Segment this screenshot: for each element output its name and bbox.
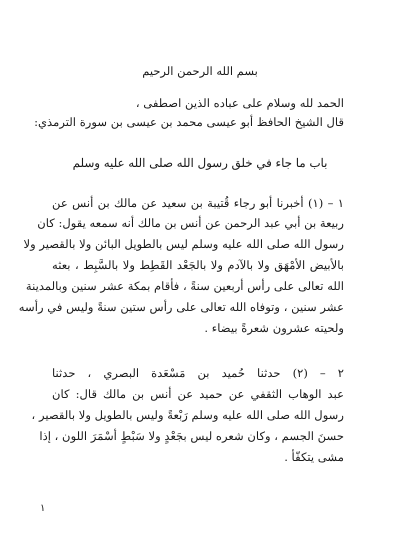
chapter-title: باب ما جاء في خلق رسول الله صلى الله عليه وسلم	[72, 156, 328, 170]
text-line: عبد الوهاب الثقفي عن حميد عن أنس بن مالك قال: كان	[52, 387, 344, 401]
text-line: رسول الله صلى الله عليه وسلم رَبْعةً وليس بالطويل ولا بالقصير ،	[31, 408, 344, 422]
text-line: ولحيته عشرون شعرةً بيضاء .	[204, 321, 344, 335]
text-line: ربيعة بن أبي عبد الرحمن عن أنس بن مالك أنه سمعه يقول: كان	[37, 216, 344, 230]
text-line: حسنَ الجسم ، وكان شعره ليس بجَعْدٍ ولا سَبْطٍ أسْمَرَ اللون ، إذا	[39, 429, 344, 443]
text-line: رسول الله صلى الله عليه وسلم ليس بالطويل البائن ولا بالقصير ولا	[23, 237, 344, 251]
text-line: الله تعالى على رأس أربعين سنةً ، فأقام بمكة عشر سنين وبالمدينة	[25, 279, 344, 293]
page-number: ١	[40, 503, 46, 514]
text-line: بالأبيض الأمْهَق ولا بالآدم ولا بالجَعْد القَطِط ولا بالسَّبِط ، بعثه	[52, 258, 344, 272]
text-line: ١ – (١) أخبرنا أبو رجاء قُتيبة بن سعيد عن مالك بن أنس عن	[52, 196, 344, 210]
text-line: ٢ – (٢) حدثنا حُميد بن مَسْعَدة البصري ، حدثنا	[52, 366, 345, 380]
intro-line: الحمد لله وسلام على عباده الذين اصطفى ،	[135, 96, 344, 110]
intro-line: قال الشيخ الحافظ أبو عيسى محمد بن عيسى بن سورة الترمذي:	[34, 115, 344, 129]
text-line: عشر سنين ، وتوفاه الله تعالى على رأس ستين سنةً وليس في رأسه	[18, 300, 344, 314]
basmala-heading: بسم الله الرحمن الرحيم	[142, 64, 258, 78]
text-line: مشى يتكفّأ .	[284, 450, 344, 464]
